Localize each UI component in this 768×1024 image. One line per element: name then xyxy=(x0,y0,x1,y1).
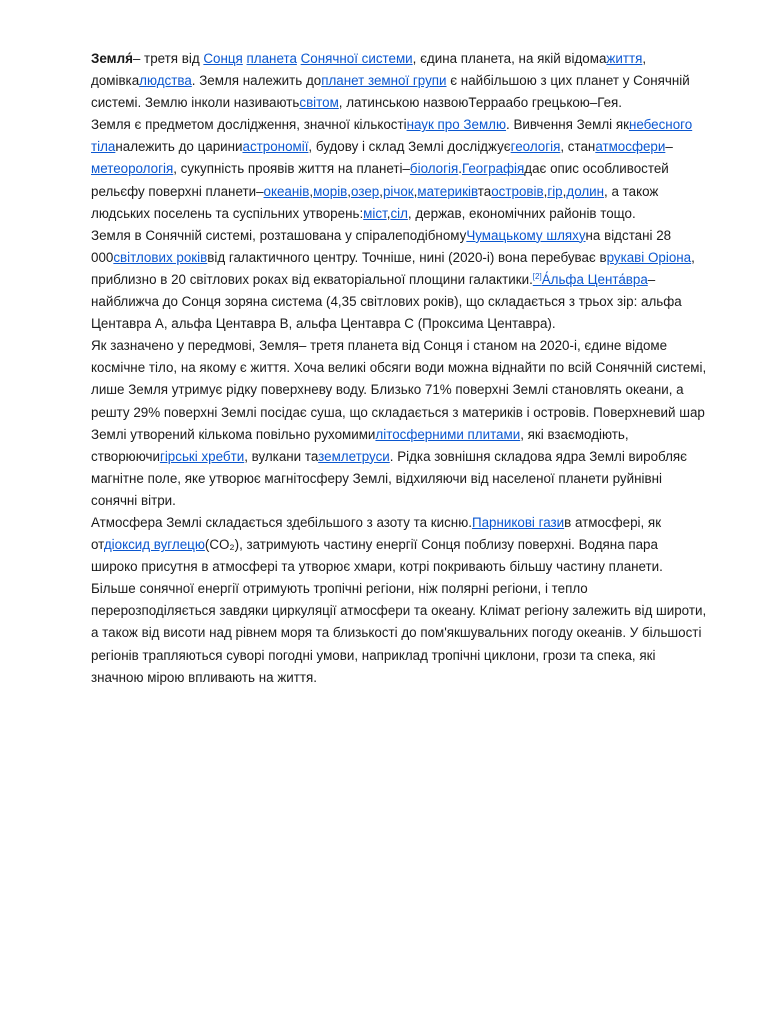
text-run: . Рідка зовнішня складова ядра Землі виробляє магнітне поле, яке утворює магнітосферу Землі, відхиляючи від населеної планети руйнівні сонячні вітри. xyxy=(91,448,688,508)
wiki-link[interactable]: рукаві Оріона xyxy=(606,249,692,265)
text-run: , будову і склад Землі досліджує xyxy=(308,139,511,155)
wiki-link[interactable]: річок xyxy=(382,183,414,199)
text-run: Атмосфера Землі складається здебільшого з азоту та кисню. xyxy=(91,514,472,530)
text-run: , стан xyxy=(560,139,596,155)
wiki-link[interactable]: діоксид вуглецю xyxy=(103,537,205,553)
wiki-link[interactable]: астрономії xyxy=(242,139,309,155)
wiki-link[interactable]: морів xyxy=(313,183,348,199)
text-run: – найближча до Сонця зоряна система (4,35 світлових років), що складається з трьох зір: альфа Центавра A, альфа Центавра B, альфа Центавра C (Проксима Центавра). xyxy=(91,271,682,332)
text-run: Земля є предметом дослідження, значної кількості xyxy=(91,117,407,133)
wiki-link[interactable]: Парникові гази xyxy=(471,514,565,530)
text-run: , xyxy=(543,183,548,199)
wiki-link[interactable]: планет земної групи xyxy=(321,73,447,89)
text-run: – третя від xyxy=(132,51,204,66)
text-run: є найбільшою з цих планет у Сонячній системі. Землю інколи називають xyxy=(91,73,690,111)
text-run: , сукупність проявів життя на планеті– xyxy=(173,161,410,177)
text-run: , вулкани та xyxy=(244,448,319,464)
wiki-link[interactable]: материків xyxy=(417,183,478,199)
wiki-link[interactable]: океанів xyxy=(263,183,310,199)
text-run: – xyxy=(665,139,673,155)
wiki-link[interactable]: Географія xyxy=(461,161,525,177)
text-run: Як зазначено у передмові, Земля– третя планета від Сонця і станом на 2020-і, єдине відоме космічне тіло, на якому є життя. Хоча великі обсяги води можна віднайти по всій Сонячній системі, лише Земля утримує рідку поверхневу воду. Близько 71% поверхні Землі становлять океани, а решту 29% поверхні Землі посідає суша, що складається з материків і островів. Поверхневий шар Землі утворений кількома повільно рухомими xyxy=(91,338,707,442)
wiki-link[interactable]: долин xyxy=(566,183,605,199)
wiki-link[interactable]: планета xyxy=(246,51,297,66)
text-run: , держав, економічних районів тощо. xyxy=(407,205,636,221)
text-run: . Вивчення Землі як xyxy=(506,117,629,133)
wiki-link[interactable]: озер xyxy=(351,183,380,199)
wiki-link[interactable]: Чумацькому шляху xyxy=(466,227,586,243)
wiki-link[interactable]: небесного тіла xyxy=(91,117,693,155)
text-run: , xyxy=(347,183,352,199)
wiki-link[interactable]: атмосфери xyxy=(595,139,666,155)
text-run: належить до царини xyxy=(115,139,243,155)
wiki-link[interactable]: гір xyxy=(547,183,563,199)
text-run: , xyxy=(413,183,418,199)
citation-link[interactable]: [2] xyxy=(532,271,542,281)
wiki-link[interactable]: метеорологія xyxy=(91,161,174,177)
wiki-link[interactable]: світом xyxy=(299,95,339,111)
wiki-link[interactable]: Сонячної системи xyxy=(300,51,413,66)
text-run: , єдина планета, на якій відома xyxy=(412,51,607,66)
article-paragraph xyxy=(91,335,708,512)
text-run: Земля в Сонячній системі, розташована у спіралеподібному xyxy=(91,227,467,243)
article-body xyxy=(91,48,708,689)
wiki-link[interactable]: біологія xyxy=(409,161,459,177)
wiki-link[interactable]: світлових років xyxy=(113,249,208,265)
article-paragraph xyxy=(91,48,708,114)
article-title-term: Земля́ xyxy=(91,51,133,66)
text-run: , а також людських поселень та суспільних утворень: xyxy=(91,183,659,221)
text-run: . Земля належить до xyxy=(191,73,322,89)
text-run: на відстані 28 000 xyxy=(91,227,672,265)
text-run: , xyxy=(386,205,391,221)
text-run: та xyxy=(477,183,492,199)
wiki-link[interactable]: наук про Землю xyxy=(406,117,507,133)
article-paragraph xyxy=(91,114,708,224)
text-run: (CO₂), затримують частину енергії Сонця поблизу поверхні. Водяна пара широко присутня в атмосфері та утворює хмари, котрі покривають більшу частину планети. Більше сонячної енергії отримують тропічні регіони, ніж полярні регіони, і тепло перерозподіляється завдяки циркуляції атмосфери та океану. Клімат регіону залежить від широти, а також від висоти над рівнем моря та близькості до пом'якшувальних погоду океанів. У більшості регіонів трапляються суворі погодні умови, наприклад тропічні циклони, грози та спека, які значною мірою впливають на життя. xyxy=(91,537,707,685)
wiki-link[interactable]: гірські хребти xyxy=(159,448,245,464)
wiki-link[interactable]: А́льфа Цента́вра xyxy=(541,271,648,287)
article-paragraph xyxy=(91,512,708,689)
wiki-link[interactable]: Сонця xyxy=(203,51,243,66)
wiki-link[interactable]: сіл xyxy=(390,205,408,221)
text-run: , xyxy=(379,183,383,199)
text-run: дає опис особливостей рельєфу поверхні планети– xyxy=(91,161,669,199)
text-run: від галактичного центру. Точніше, нині (2020-і) вона перебуває в xyxy=(207,249,607,265)
text-run: , домівка xyxy=(91,51,647,89)
text-run: . xyxy=(458,161,462,177)
wiki-link[interactable]: землетруси xyxy=(318,448,390,464)
article-paragraph xyxy=(91,225,708,335)
text-run: , латинською назвоюТерраабо грецькою–Гея. xyxy=(338,95,623,111)
wiki-link[interactable]: геологія xyxy=(510,139,561,155)
text-run: , xyxy=(309,183,314,199)
text-run: , які взаємодіють, створюючи xyxy=(91,426,629,464)
wiki-link[interactable]: літосферними плитами xyxy=(375,426,521,442)
text-run: в атмосфері, як от xyxy=(91,514,662,553)
wiki-link[interactable]: життя xyxy=(606,51,643,66)
text-run: , приблизно в 20 світлових роках від екваторіальної площини галактики. xyxy=(91,249,695,287)
text-run: , xyxy=(562,183,567,199)
wiki-link[interactable]: островів xyxy=(491,183,544,199)
wiki-link[interactable]: людства xyxy=(139,73,192,89)
wiki-link[interactable]: міст xyxy=(363,205,387,221)
